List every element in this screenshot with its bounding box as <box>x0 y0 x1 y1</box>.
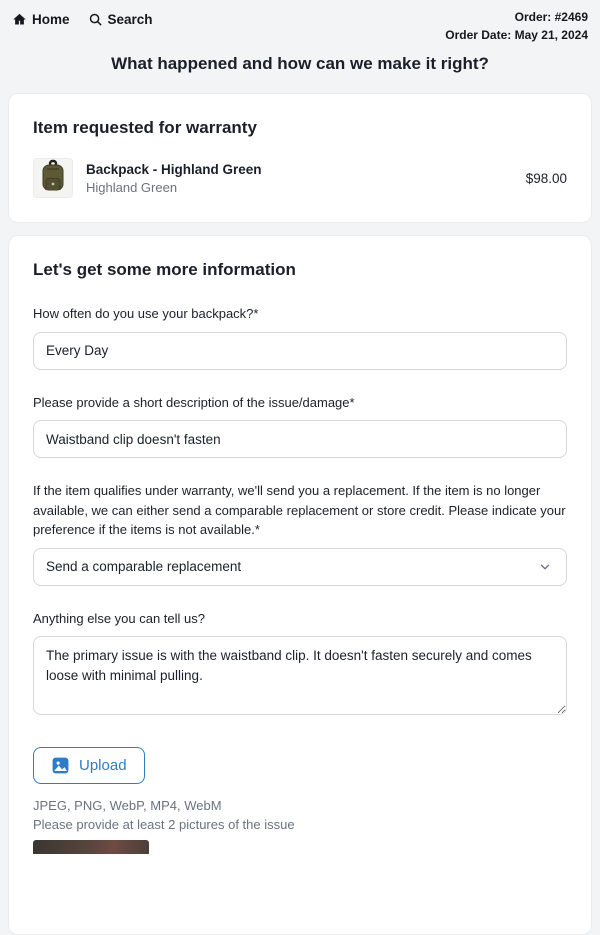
product-price: $98.00 <box>525 170 567 186</box>
order-date: Order Date: May 21, 2024 <box>445 28 588 42</box>
product-thumbnail <box>33 158 73 198</box>
description-field-group <box>33 393 567 459</box>
preference-field-group <box>33 481 567 586</box>
top-nav <box>12 8 153 27</box>
home-icon <box>12 12 27 27</box>
frequency-input[interactable] <box>33 332 567 370</box>
preference-select[interactable] <box>33 548 567 586</box>
home-link[interactable] <box>12 12 70 27</box>
order-info <box>445 8 588 44</box>
search-link[interactable] <box>88 12 153 27</box>
upload-button-label: Upload <box>79 757 127 774</box>
page-title: What happened and how can we make it right? <box>111 54 489 73</box>
preference-selected-option: Send a comparable replacement <box>46 559 242 574</box>
frequency-label: How often do you use your backpack?* <box>33 306 259 321</box>
anything-else-label: Anything else you can tell us? <box>33 610 205 626</box>
more-information-form-card <box>8 235 592 935</box>
upload-row <box>33 747 567 784</box>
upload-button[interactable] <box>33 747 145 784</box>
product-name: Backpack - Highland Green <box>86 161 262 177</box>
order-number: Order: #2469 <box>514 10 588 24</box>
product-text <box>86 162 262 195</box>
top-bar <box>0 0 600 44</box>
description-input[interactable] <box>33 420 567 458</box>
warranty-item-card <box>8 93 592 223</box>
backpack-icon <box>39 160 67 197</box>
product-row <box>33 158 567 198</box>
home-label: Home <box>32 12 70 27</box>
upload-requirement-note: Please provide at least 2 pictures of the issue <box>33 816 295 832</box>
search-icon <box>88 12 103 27</box>
product-variant: Highland Green <box>86 179 178 195</box>
search-label: Search <box>107 12 153 27</box>
frequency-field-group <box>33 304 567 370</box>
upload-formats-note: JPEG, PNG, WebP, MP4, WebM <box>33 798 222 813</box>
anything-else-field-group <box>33 609 567 721</box>
uploaded-picture-thumbnail[interactable] <box>33 840 149 854</box>
form-card-heading: Let's get some more information <box>33 260 296 279</box>
description-label: Please provide a short description of the issue/damage* <box>33 394 355 410</box>
warranty-card-heading: Item requested for warranty <box>33 118 257 137</box>
preference-label: If the item qualifies under warranty, we'll send you a replacement. If the item is no longer available, we can either send a comparable replacement or store credit. Please indicate your preference if the items is not available.* <box>33 483 566 537</box>
anything-else-textarea[interactable] <box>33 636 567 715</box>
image-icon <box>51 756 70 775</box>
chevron-down-icon <box>538 560 552 574</box>
